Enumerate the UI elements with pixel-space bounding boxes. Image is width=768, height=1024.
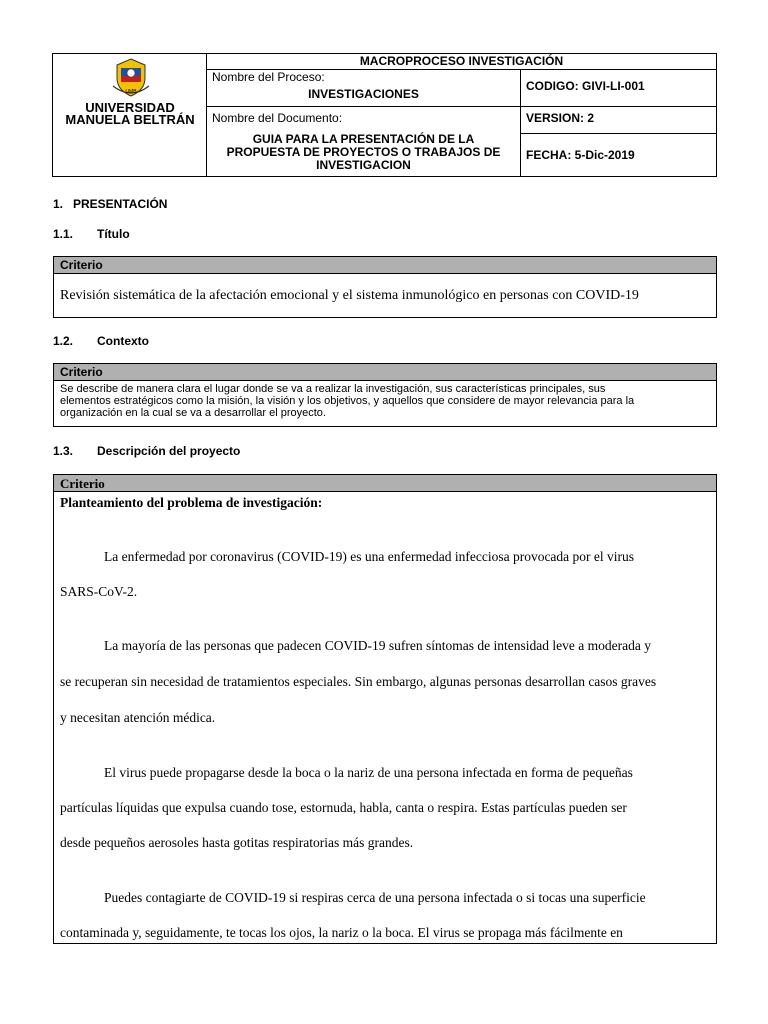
- contexto-criterio-box: [53, 363, 717, 427]
- paragraph-line: El virus puede propagarse desde la boca o la nariz de una persona infectada en forma de pequeñas: [104, 765, 633, 780]
- version-value: VERSION: 2: [526, 111, 595, 125]
- nombre-proceso-value: INVESTIGACIONES: [308, 87, 419, 101]
- document-header-table: [52, 53, 717, 177]
- contexto-line-3: organización en la cual se va a desarrollar el proyecto.: [60, 407, 326, 419]
- planteamiento-subtitle: Planteamiento del problema de investigación:: [60, 495, 323, 510]
- paragraph-line: partículas líquidas que expulsa cuando tose, estornuda, habla, canta o respira. Estas partículas pueden ser: [60, 800, 627, 815]
- paragraph-line: contaminada y, seguidamente, te tocas los ojos, la nariz o la boca. El virus se propaga más fácilmente en: [60, 925, 623, 940]
- descripcion-criterio-box: [53, 474, 717, 944]
- paragraph-line: SARS-CoV-2.: [60, 584, 138, 599]
- titulo-text: Revisión sistemática de la afectación emocional y el sistema inmunológico en personas con COVID-19: [60, 288, 639, 303]
- university-name-line1: UNIVERSIDAD: [85, 100, 175, 115]
- section-title: Descripción del proyecto: [97, 444, 241, 458]
- documento-title-line3: INVESTIGACION: [316, 158, 411, 172]
- section-title: PRESENTACIÓN: [73, 197, 168, 211]
- section-1-1-heading: [53, 227, 130, 241]
- university-name-line2: MANUELA BELTRÁN: [65, 112, 195, 127]
- contexto-line-1: Se describe de manera clara el lugar donde se va a realizar la investigación, sus características principales, sus: [60, 383, 606, 395]
- nombre-documento-label: Nombre del Documento:: [212, 111, 343, 125]
- section-number: 1.2.: [53, 334, 74, 348]
- section-number: 1.3.: [53, 444, 74, 458]
- section-number: 1.1.: [53, 227, 74, 241]
- paragraph-line: se recuperan sin necesidad de tratamientos especiales. Sin embargo, algunas personas desarrollan casos graves: [60, 674, 657, 689]
- university-seal-icon: [109, 56, 153, 100]
- nombre-proceso-label: Nombre del Proceso:: [212, 70, 325, 84]
- section-1-2-heading: [53, 334, 149, 348]
- logo-cell: [53, 54, 207, 176]
- codigo-value: CODIGO: GIVI-LI-001: [526, 79, 645, 93]
- paragraph-line: y necesitan atención médica.: [60, 710, 216, 725]
- section-title: Contexto: [97, 334, 149, 348]
- criterio-header: Criterio: [54, 475, 716, 492]
- documento-title-line1: GUIA PARA LA PRESENTACIÓN DE LA: [252, 132, 475, 146]
- titulo-criterio-box: [53, 256, 717, 318]
- svg-text:UMB: UMB: [125, 89, 137, 95]
- section-1-3-heading: [53, 444, 240, 458]
- paragraph-line: Puedes contagiarte de COVID-19 si respiras cerca de una persona infectada o si tocas una superficie: [104, 890, 646, 905]
- paragraph-line: La mayoría de las personas que padecen COVID-19 sufren síntomas de intensidad leve a moderada y: [104, 638, 651, 653]
- criterio-header: Criterio: [54, 257, 716, 274]
- section-number: 1.: [53, 197, 64, 211]
- paragraph-line: La enfermedad por coronavirus (COVID-19) es una enfermedad infecciosa provocada por el virus: [104, 549, 635, 564]
- criterio-header: Criterio: [54, 364, 716, 381]
- macroproceso-title: MACROPROCESO INVESTIGACIÓN: [359, 54, 564, 68]
- section-1-heading: [53, 197, 167, 211]
- section-title: Título: [97, 227, 130, 241]
- paragraph-line: desde pequeños aerosoles hasta gotitas respiratorias más grandes.: [60, 835, 414, 850]
- contexto-line-2: elementos estratégicos como la misión, la visión y los objetivos, y aquellos que considere de mayor relevancia para la: [60, 395, 635, 407]
- documento-title-line2: PROPUESTA DE PROYECTOS O TRABAJOS DE: [226, 145, 501, 159]
- fecha-value: FECHA: 5-Dic-2019: [526, 148, 635, 162]
